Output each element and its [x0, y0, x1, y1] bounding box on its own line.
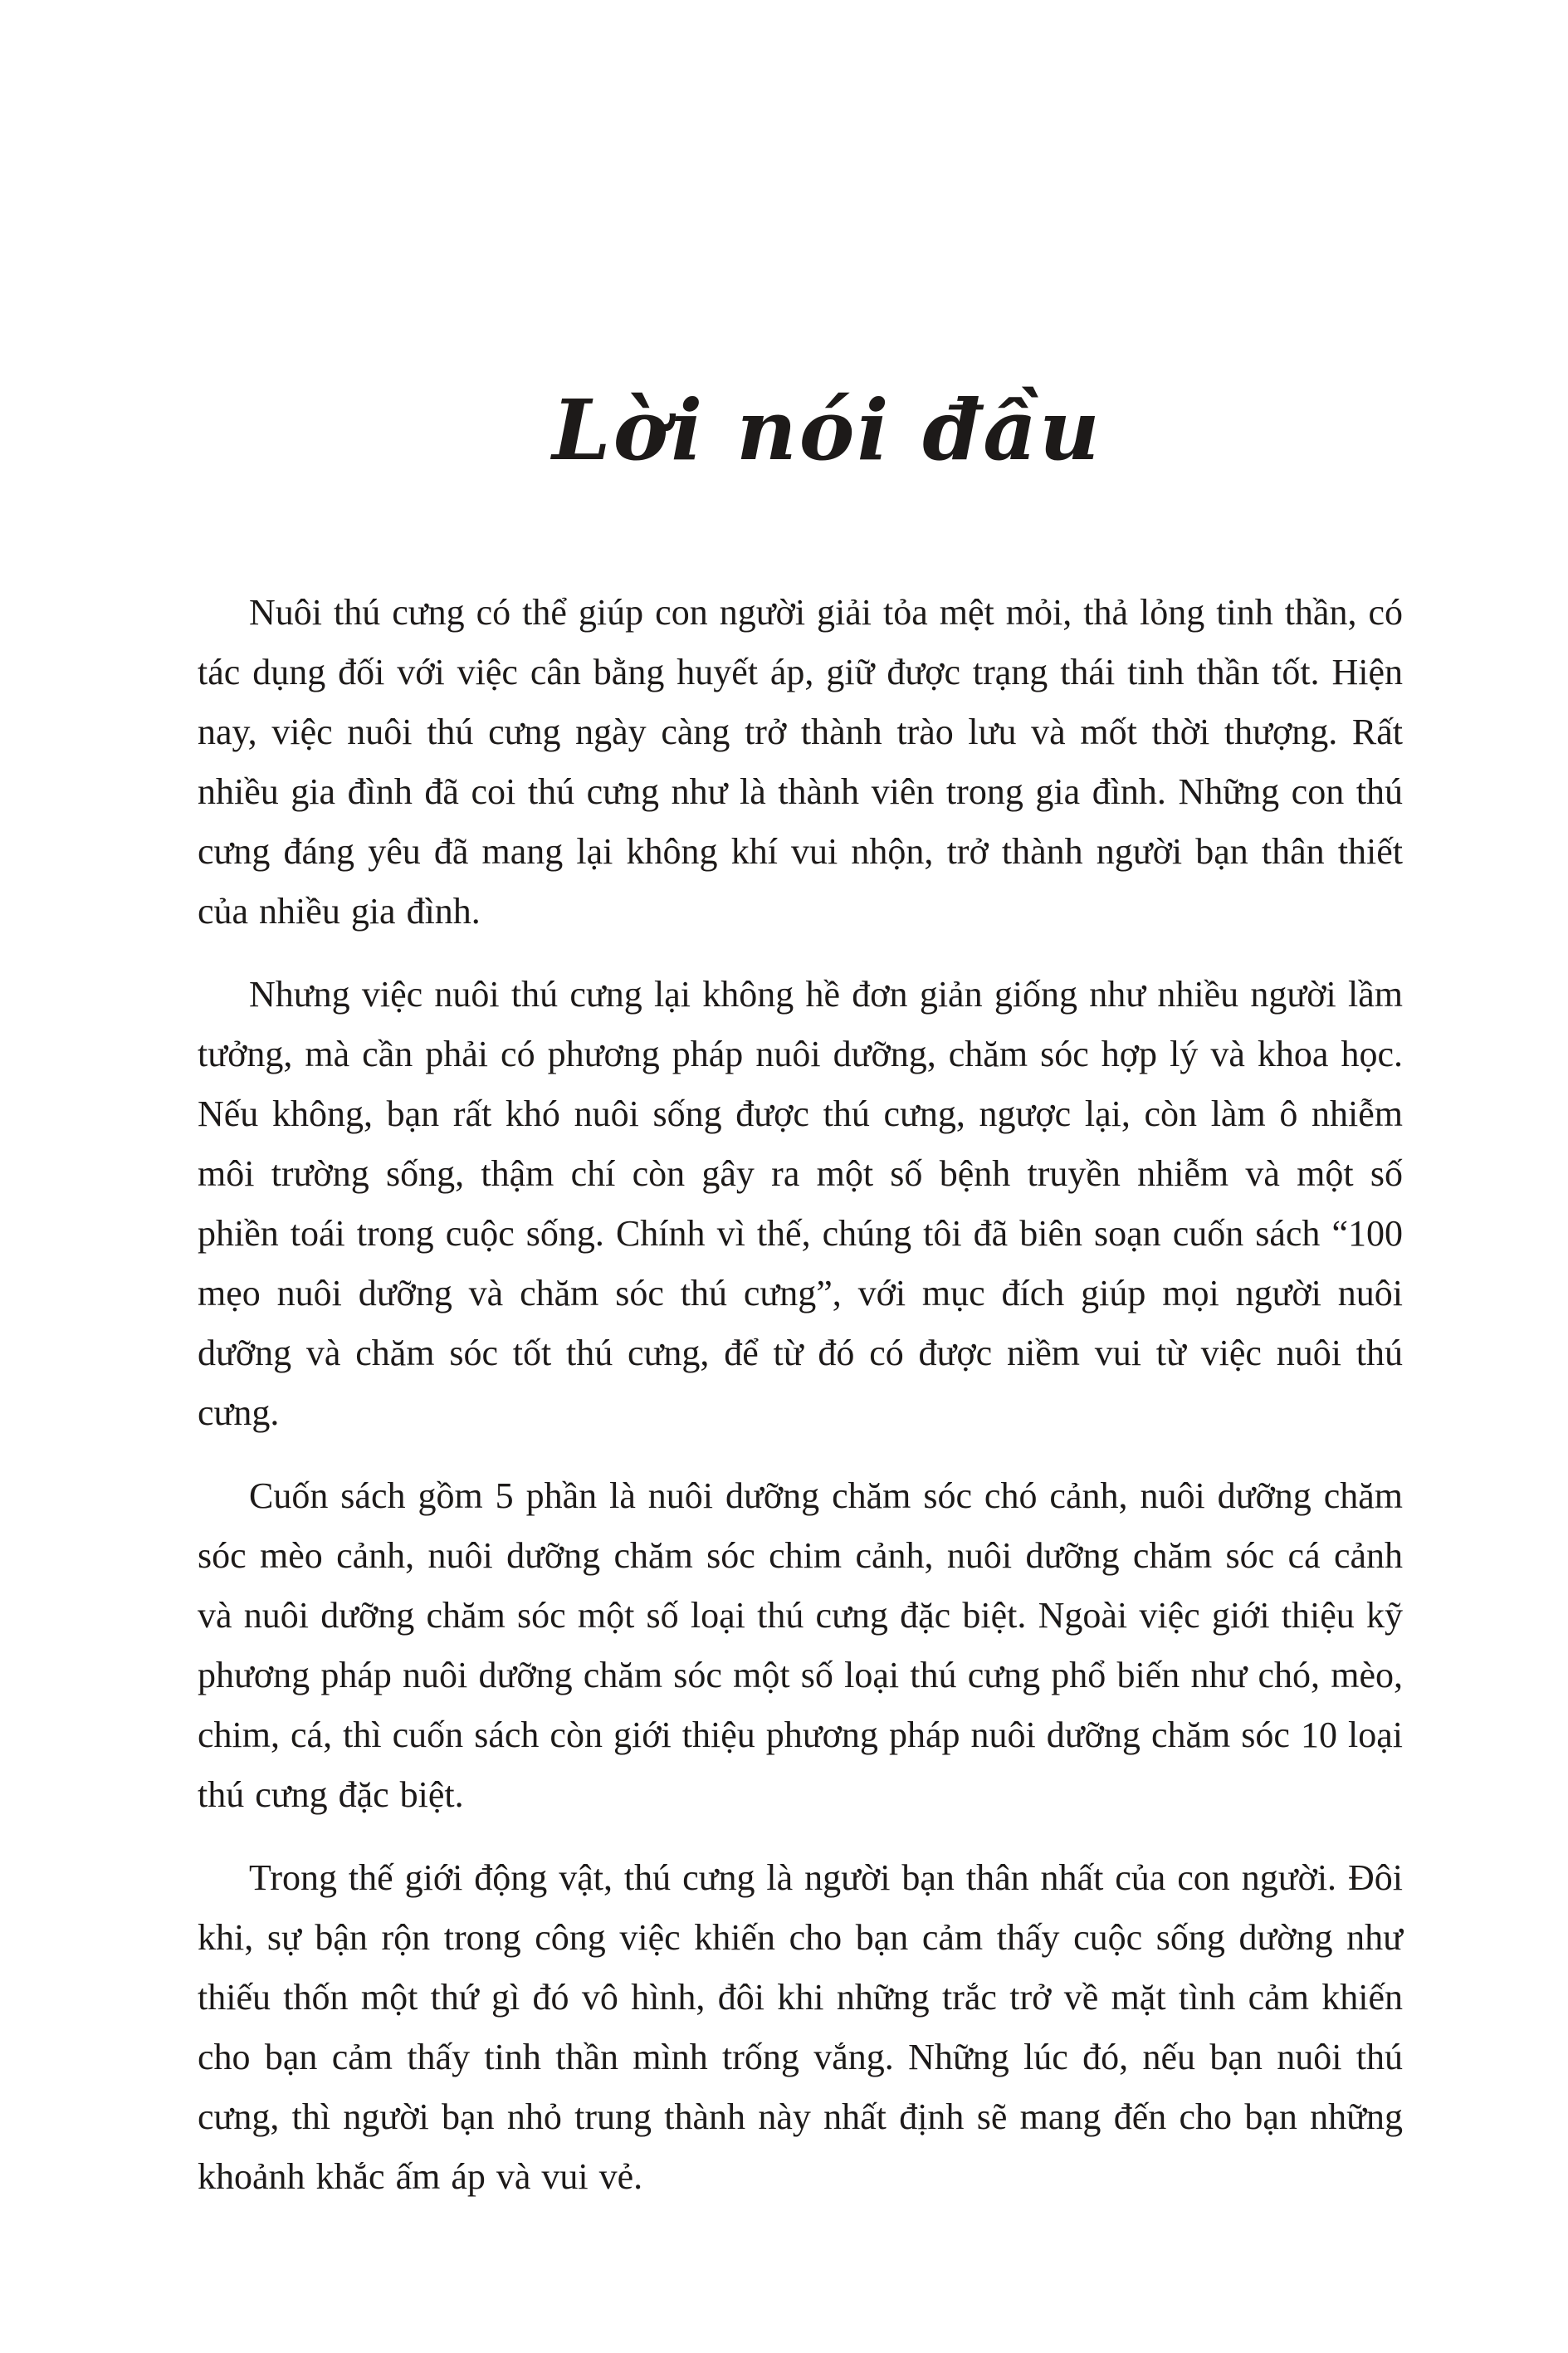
preface-body	[198, 583, 1403, 2207]
page-title: Lời nói đầu	[552, 381, 1102, 479]
paragraph-2: Nhưng việc nuôi thú cưng lại không hề đơn giản giống như nhiều người lầm tưởng, mà cần phải có phương pháp nuôi dưỡng, chăm sóc hợp lý và khoa học. Nếu không, bạn rất khó nuôi sống được thú cưng, ngược lại, còn làm ô nhiễm môi trường sống, thậm chí còn gây ra một số bệnh truyền nhiễm và một số phiền toái trong cuộc sống. Chính vì thế, chúng tôi đã biên soạn cuốn sách “100 mẹo nuôi dưỡng và chăm sóc thú cưng”, với mục đích giúp mọi người nuôi dưỡng và chăm sóc tốt thú cưng, để từ đó có được niềm vui từ việc nuôi thú cưng.	[198, 974, 1403, 1433]
paragraph-3: Cuốn sách gồm 5 phần là nuôi dưỡng chăm sóc chó cảnh, nuôi dưỡng chăm sóc mèo cảnh, nuôi dưỡng chăm sóc chim cảnh, nuôi dưỡng chăm sóc cá cảnh và nuôi dưỡng chăm sóc một số loại thú cưng đặc biệt. Ngoài việc giới thiệu kỹ phương pháp nuôi dưỡng chăm sóc một số loại thú cưng phổ biến như chó, mèo, chim, cá, thì cuốn sách còn giới thiệu phương pháp nuôi dưỡng chăm sóc 10 loại thú cưng đặc biệt.	[198, 1475, 1403, 1815]
paragraph-4: Trong thế giới động vật, thú cưng là người bạn thân nhất của con người. Đôi khi, sự bận rộn trong công việc khiến cho bạn cảm thấy cuộc sống dường như thiếu thốn một thứ gì đó vô hình, đôi khi những trắc trở về mặt tình cảm khiến cho bạn cảm thấy tinh thần mình trống vắng. Những lúc đó, nếu bạn nuôi thú cưng, thì người bạn nhỏ trung thành này nhất định sẽ mang đến cho bạn những khoảnh khắc ấm áp và vui vẻ.	[198, 1857, 1403, 2197]
paragraph-1: Nuôi thú cưng có thể giúp con người giải tỏa mệt mỏi, thả lỏng tinh thần, có tác dụng đối với việc cân bằng huyết áp, giữ được trạng thái tinh thần tốt. Hiện nay, việc nuôi thú cưng ngày càng trở thành trào lưu và mốt thời thượng. Rất nhiều gia đình đã coi thú cưng như là thành viên trong gia đình. Những con thú cưng đáng yêu đã mang lại không khí vui nhộn, trở thành người bạn thân thiết của nhiều gia đình.	[198, 592, 1403, 932]
